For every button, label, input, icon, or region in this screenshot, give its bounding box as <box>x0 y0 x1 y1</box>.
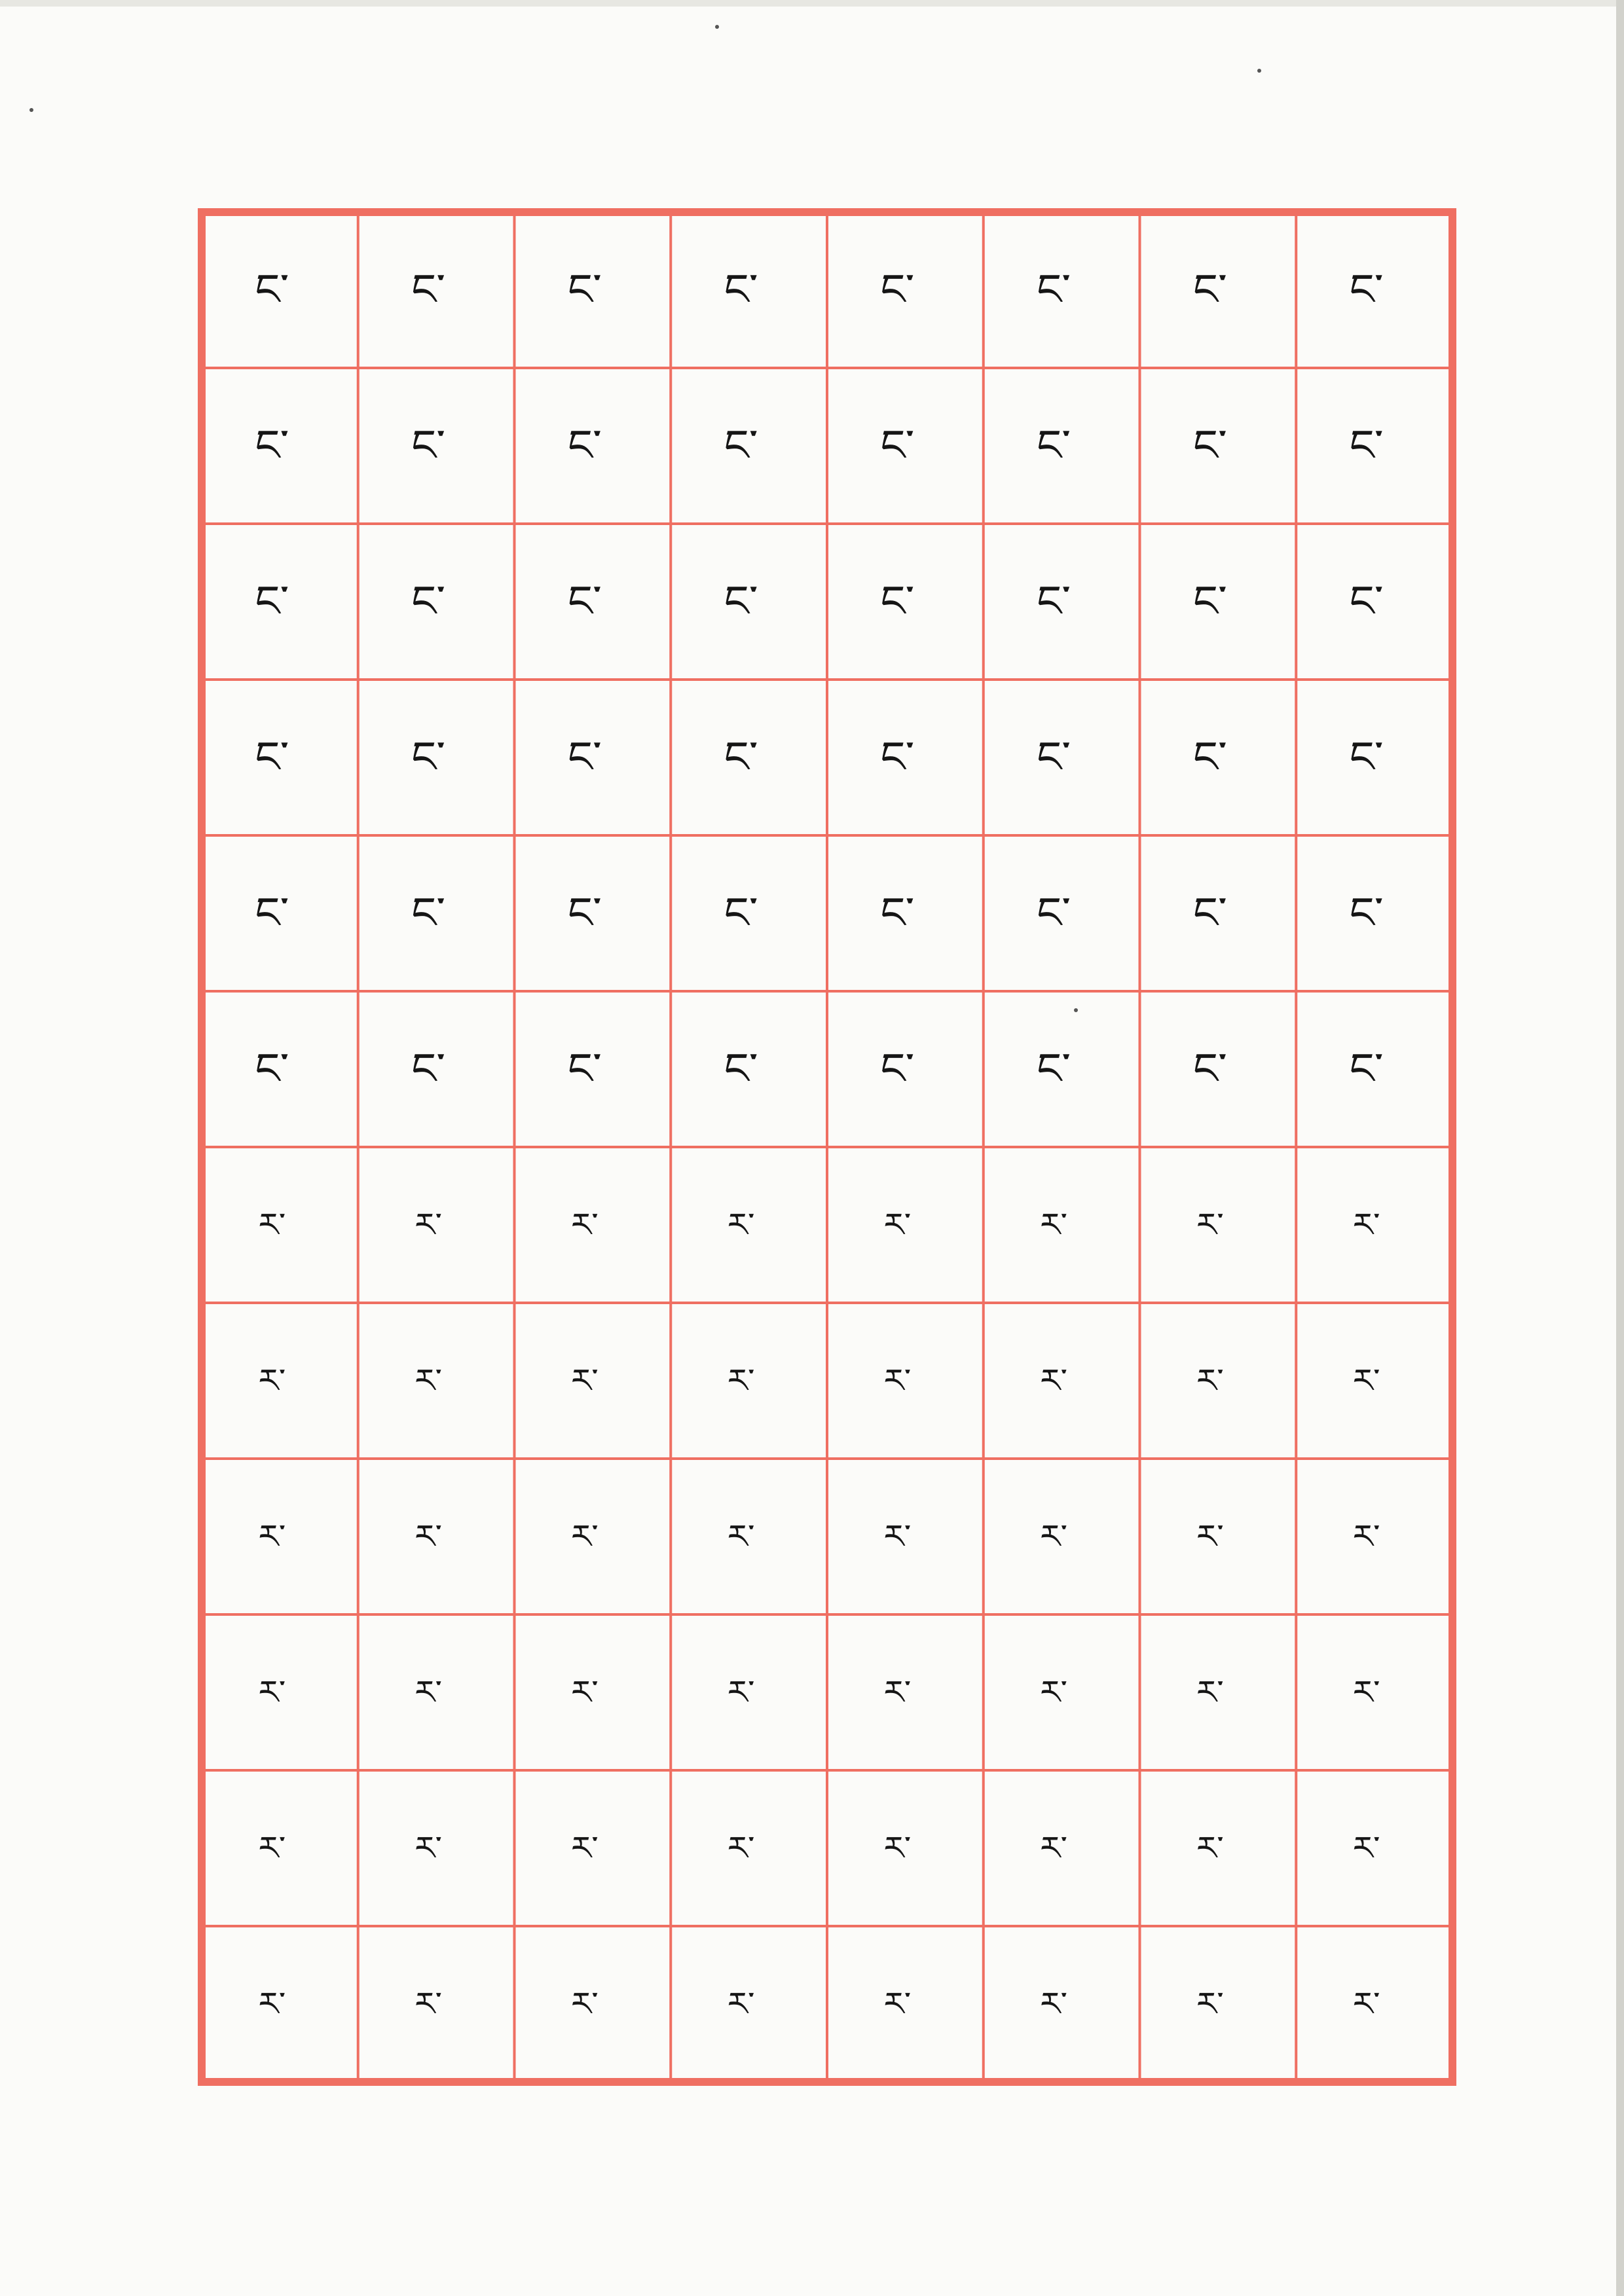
handwritten-character: ར་ <box>571 1518 599 1556</box>
handwritten-character: ར་ <box>1196 1829 1224 1867</box>
handwritten-character: ང་ <box>1037 576 1071 627</box>
handwritten-character: ར་ <box>727 1829 755 1867</box>
handwritten-character: ར་ <box>571 1362 599 1400</box>
handwritten-character: ང་ <box>411 732 446 782</box>
handwritten-character: ང་ <box>880 1044 915 1094</box>
handwritten-character: ང་ <box>880 732 915 782</box>
handwritten-character: ང་ <box>724 888 758 938</box>
handwritten-character: ང་ <box>255 732 289 782</box>
handwritten-character: ང་ <box>724 732 758 782</box>
handwritten-character: ར་ <box>883 1206 912 1244</box>
handwritten-character: ར་ <box>883 1985 912 2023</box>
handwritten-character: ར་ <box>727 1206 755 1244</box>
handwritten-character: ང་ <box>411 1044 446 1094</box>
handwritten-character: ང་ <box>1037 888 1071 938</box>
handwritten-character: ང་ <box>567 420 602 471</box>
handwritten-character: ང་ <box>1349 576 1384 627</box>
handwritten-character: ང་ <box>255 576 289 627</box>
handwritten-character: ར་ <box>1196 1673 1224 1711</box>
handwritten-character: ར་ <box>415 1829 442 1867</box>
handwritten-character: ར་ <box>1196 1206 1224 1244</box>
handwritten-character: ར་ <box>1040 1673 1067 1711</box>
handwritten-character: ང་ <box>567 264 602 315</box>
handwritten-character: ར་ <box>1196 1518 1224 1556</box>
handwritten-character: ར་ <box>571 1206 599 1244</box>
handwritten-character: ང་ <box>1192 1044 1227 1094</box>
handwritten-character: ར་ <box>727 1985 755 2023</box>
handwritten-character: ར་ <box>258 1518 286 1556</box>
handwritten-character: ར་ <box>1196 1985 1224 2023</box>
handwritten-character: ར་ <box>727 1673 755 1711</box>
handwritten-character: ར་ <box>258 1206 286 1244</box>
handwritten-character: ང་ <box>567 888 602 938</box>
handwritten-character: ར་ <box>258 1985 286 2023</box>
handwritten-character: ང་ <box>567 732 602 782</box>
handwritten-character: ང་ <box>567 1044 602 1094</box>
handwritten-character: ང་ <box>411 420 446 471</box>
handwritten-character: ང་ <box>724 264 758 315</box>
handwritten-character: ང་ <box>880 420 915 471</box>
handwritten-character: ང་ <box>255 1044 289 1094</box>
handwritten-character: ང་ <box>1192 888 1227 938</box>
handwritten-character: ང་ <box>1192 420 1227 471</box>
handwritten-character: ར་ <box>1040 1362 1067 1400</box>
handwritten-character: ར་ <box>1352 1673 1380 1711</box>
handwritten-character: ར་ <box>258 1673 286 1711</box>
handwritten-character: ང་ <box>1192 576 1227 627</box>
handwritten-character: ར་ <box>1040 1985 1067 2023</box>
handwritten-character: ང་ <box>1037 420 1071 471</box>
handwritten-character: ར་ <box>1040 1206 1067 1244</box>
handwritten-character: ང་ <box>880 576 915 627</box>
handwritten-character: ང་ <box>1349 1044 1384 1094</box>
handwritten-character: ར་ <box>415 1362 442 1400</box>
handwritten-character: ང་ <box>1192 732 1227 782</box>
handwritten-character: ང་ <box>724 576 758 627</box>
handwritten-character: ར་ <box>415 1673 442 1711</box>
handwritten-character: ང་ <box>880 264 915 315</box>
handwritten-character: ང་ <box>724 420 758 471</box>
handwritten-character: ར་ <box>883 1362 912 1400</box>
handwritten-character: ང་ <box>567 576 602 627</box>
handwritten-character: ང་ <box>411 576 446 627</box>
handwritten-character: ང་ <box>1037 1044 1071 1094</box>
handwritten-character: ང་ <box>411 264 446 315</box>
handwritten-character: ར་ <box>1352 1518 1380 1556</box>
handwritten-character: ར་ <box>258 1829 286 1867</box>
handwritten-character: ང་ <box>724 1044 758 1094</box>
handwritten-character: ང་ <box>255 264 289 315</box>
handwritten-character: ར་ <box>415 1518 442 1556</box>
handwritten-character: ང་ <box>1349 888 1384 938</box>
handwritten-character: ར་ <box>258 1362 286 1400</box>
handwritten-character: ང་ <box>1349 732 1384 782</box>
handwritten-character: ང་ <box>255 888 289 938</box>
handwritten-character: ར་ <box>1040 1518 1067 1556</box>
handwritten-character: ར་ <box>415 1985 442 2023</box>
handwritten-character: ང་ <box>1349 264 1384 315</box>
handwritten-character: ར་ <box>883 1518 912 1556</box>
handwritten-character: ར་ <box>571 1985 599 2023</box>
handwritten-character: ར་ <box>571 1829 599 1867</box>
handwritten-character: ང་ <box>255 420 289 471</box>
handwritten-character: ར་ <box>883 1673 912 1711</box>
handwritten-character: ང་ <box>1349 420 1384 471</box>
handwritten-character: ང་ <box>411 888 446 938</box>
handwritten-character: ར་ <box>571 1673 599 1711</box>
handwritten-character: ར་ <box>1196 1362 1224 1400</box>
handwritten-character: ར་ <box>1352 1985 1380 2023</box>
handwritten-character: ང་ <box>1192 264 1227 315</box>
handwritten-character: ར་ <box>1352 1206 1380 1244</box>
handwritten-character: ར་ <box>727 1518 755 1556</box>
handwritten-character: ང་ <box>1037 732 1071 782</box>
handwritten-character: ང་ <box>880 888 915 938</box>
handwritten-character: ར་ <box>415 1206 442 1244</box>
handwritten-character: ར་ <box>1040 1829 1067 1867</box>
handwritten-character: ར་ <box>727 1362 755 1400</box>
handwritten-character: ར་ <box>1352 1362 1380 1400</box>
handwritten-character: ང་ <box>1037 264 1071 315</box>
handwritten-character: ར་ <box>883 1829 912 1867</box>
handwritten-character: ར་ <box>1352 1829 1380 1867</box>
